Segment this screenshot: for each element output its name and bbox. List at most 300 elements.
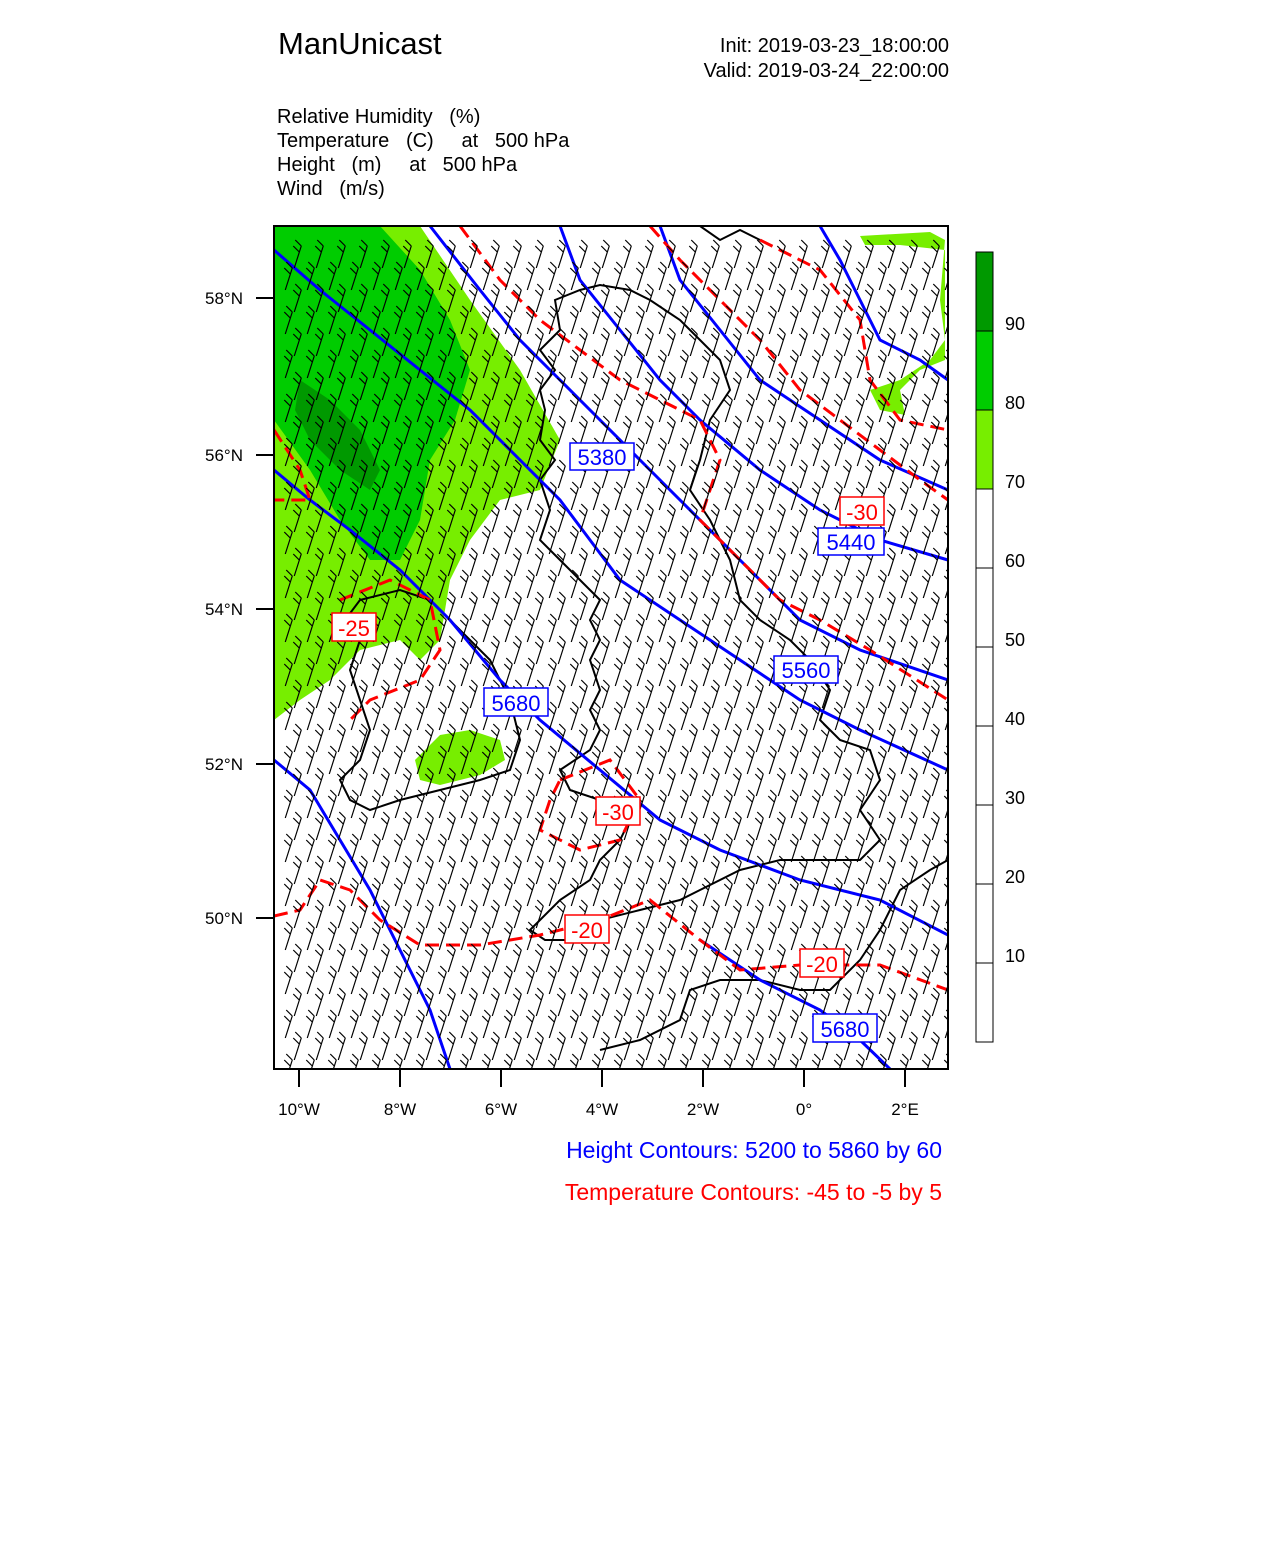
wind-barb bbox=[755, 900, 763, 928]
wind-barb bbox=[909, 636, 917, 664]
wind-barb bbox=[799, 284, 807, 312]
wind-barb bbox=[504, 878, 512, 906]
wind-barb bbox=[887, 680, 895, 708]
wind-barb bbox=[570, 658, 578, 686]
wind-barb bbox=[513, 812, 521, 840]
wind-barb bbox=[535, 504, 543, 532]
wind-barb bbox=[812, 350, 820, 378]
wind-barb bbox=[724, 702, 732, 730]
wind-barb bbox=[306, 922, 314, 950]
wind-barb bbox=[931, 504, 939, 532]
wind-barb bbox=[447, 812, 455, 840]
wind-barb bbox=[645, 328, 653, 356]
wind-barb bbox=[746, 878, 754, 906]
wind-barb bbox=[768, 262, 776, 290]
colorbar bbox=[976, 252, 1025, 1042]
wind-barb bbox=[460, 790, 468, 818]
wind-barb bbox=[856, 746, 864, 774]
wind-barb bbox=[790, 922, 798, 950]
wind-barb bbox=[658, 526, 666, 554]
height-label: 5560 bbox=[781, 658, 831, 683]
wind-barb bbox=[548, 834, 556, 862]
wind-barb bbox=[460, 570, 468, 598]
wind-barb bbox=[834, 790, 842, 818]
wind-barb bbox=[834, 834, 842, 862]
wind-barb bbox=[733, 284, 741, 312]
wind-barb bbox=[293, 900, 301, 928]
wind-barb bbox=[482, 878, 490, 906]
wind-barb bbox=[931, 812, 939, 840]
lon-label: 4°W bbox=[585, 1100, 619, 1119]
wind-barb bbox=[315, 724, 323, 752]
wind-barb bbox=[548, 658, 556, 686]
wind-barb bbox=[482, 614, 490, 642]
wind-barb bbox=[381, 944, 389, 972]
wind-barb bbox=[636, 658, 644, 686]
wind-barb bbox=[790, 834, 798, 862]
wind-barb bbox=[887, 812, 895, 840]
wind-barb bbox=[790, 790, 798, 818]
wind-barb bbox=[623, 504, 631, 532]
wind-barb bbox=[724, 878, 732, 906]
wind-barb bbox=[337, 724, 345, 752]
wind-barb bbox=[922, 1010, 930, 1038]
wind-barb bbox=[953, 900, 961, 928]
wind-barb bbox=[570, 614, 578, 642]
wind-barb bbox=[680, 702, 688, 730]
field-wind: Wind (m/s) bbox=[277, 178, 385, 200]
wind-barb bbox=[548, 878, 556, 906]
wind-barb bbox=[689, 768, 697, 796]
wind-barb bbox=[878, 350, 886, 378]
wind-barb bbox=[460, 834, 468, 862]
wind-barb bbox=[623, 592, 631, 620]
wind-barb bbox=[570, 482, 578, 510]
wind-barb bbox=[900, 482, 908, 510]
wind-barb bbox=[645, 900, 653, 928]
wind-barb bbox=[799, 1032, 807, 1060]
wind-barb bbox=[447, 1032, 455, 1060]
wind-barb bbox=[755, 636, 763, 664]
wind-barb bbox=[658, 702, 666, 730]
wind-barb bbox=[922, 790, 930, 818]
wind-barb bbox=[887, 856, 895, 884]
wind-barb bbox=[900, 262, 908, 290]
wind-barb bbox=[790, 306, 798, 334]
wind-barb bbox=[821, 284, 829, 312]
wind-barb bbox=[658, 922, 666, 950]
wind-barb bbox=[645, 724, 653, 752]
temperature-label: -25 bbox=[338, 616, 370, 641]
wind-barb bbox=[381, 856, 389, 884]
wind-barb bbox=[755, 328, 763, 356]
lon-label: 2°E bbox=[891, 1100, 919, 1119]
wind-barb bbox=[834, 702, 842, 730]
wind-barb bbox=[548, 966, 556, 994]
wind-barb bbox=[658, 658, 666, 686]
wind-barb bbox=[526, 1010, 534, 1038]
wind-barb bbox=[579, 812, 587, 840]
wind-barb bbox=[755, 460, 763, 488]
wind-barb bbox=[504, 834, 512, 862]
wind-barb bbox=[856, 658, 864, 686]
wind-barb bbox=[746, 482, 754, 510]
wind-barb bbox=[865, 900, 873, 928]
wind-barb bbox=[768, 746, 776, 774]
wind-barb bbox=[909, 724, 917, 752]
wind-barb bbox=[799, 372, 807, 400]
wind-barb bbox=[306, 702, 314, 730]
wind-barb bbox=[636, 482, 644, 510]
wind-barb bbox=[337, 1032, 345, 1060]
wind-barb bbox=[614, 702, 622, 730]
wind-barb bbox=[878, 966, 886, 994]
wind-barb bbox=[755, 416, 763, 444]
wind-barb bbox=[438, 878, 446, 906]
wind-barb bbox=[724, 834, 732, 862]
wind-barb bbox=[579, 416, 587, 444]
wind-barb bbox=[922, 526, 930, 554]
wind-barb bbox=[504, 1010, 512, 1038]
wind-barb bbox=[680, 834, 688, 862]
wind-barb bbox=[623, 548, 631, 576]
wind-barb bbox=[394, 658, 402, 686]
wind-barb bbox=[790, 1010, 798, 1038]
wind-barb bbox=[350, 966, 358, 994]
wind-barb bbox=[359, 944, 367, 972]
wind-barb bbox=[812, 438, 820, 466]
wind-barb bbox=[702, 658, 710, 686]
wind-barb bbox=[931, 768, 939, 796]
wind-barb bbox=[623, 944, 631, 972]
wind-barb bbox=[614, 834, 622, 862]
wind-barb bbox=[579, 680, 587, 708]
colorbar-label: 50 bbox=[1005, 630, 1026, 650]
wind-barb bbox=[526, 966, 534, 994]
wind-barb bbox=[702, 394, 710, 422]
wind-barb bbox=[658, 1010, 666, 1038]
wind-barb bbox=[658, 262, 666, 290]
wind-barb bbox=[821, 460, 829, 488]
wind-barb bbox=[843, 240, 851, 268]
wind-barb bbox=[733, 372, 741, 400]
temperature-label: -30 bbox=[846, 500, 878, 525]
wind-barb bbox=[812, 746, 820, 774]
wind-barb bbox=[680, 306, 688, 334]
wind-barb bbox=[658, 614, 666, 642]
wind-barb bbox=[636, 526, 644, 554]
wind-barb bbox=[724, 746, 732, 774]
wind-barb bbox=[856, 702, 864, 730]
wind-barb bbox=[636, 306, 644, 334]
wind-barb bbox=[469, 988, 477, 1016]
wind-barb bbox=[953, 372, 961, 400]
wind-barb bbox=[535, 284, 543, 312]
wind-barb bbox=[755, 988, 763, 1016]
wind-barb bbox=[865, 328, 873, 356]
wind-barb bbox=[887, 988, 895, 1016]
wind-barb bbox=[482, 526, 490, 554]
wind-barb bbox=[689, 680, 697, 708]
colorbar-segment bbox=[976, 647, 993, 726]
wind-barb bbox=[535, 548, 543, 576]
wind-barb bbox=[579, 724, 587, 752]
wind-barb bbox=[689, 856, 697, 884]
wind-barb bbox=[865, 944, 873, 972]
wind-barb bbox=[931, 636, 939, 664]
wind-barb bbox=[922, 614, 930, 642]
wind-barb bbox=[306, 834, 314, 862]
wind-barb bbox=[645, 636, 653, 664]
wind-barb bbox=[526, 262, 534, 290]
wind-barb bbox=[460, 702, 468, 730]
wind-barb bbox=[843, 812, 851, 840]
height-contours-note: Height Contours: 5200 to 5860 by 60 bbox=[566, 1137, 942, 1163]
wind-barb bbox=[328, 790, 336, 818]
wind-barb bbox=[931, 548, 939, 576]
wind-barb bbox=[548, 746, 556, 774]
wind-barb bbox=[557, 1032, 565, 1060]
wind-barb bbox=[755, 504, 763, 532]
wind-barb bbox=[579, 944, 587, 972]
wind-barb bbox=[680, 790, 688, 818]
wind-barb bbox=[491, 240, 499, 268]
wind-barb bbox=[711, 856, 719, 884]
wind-barb bbox=[416, 922, 424, 950]
wind-barb bbox=[689, 416, 697, 444]
wind-barb bbox=[843, 460, 851, 488]
lon-ticks bbox=[299, 1069, 905, 1087]
wind-barb bbox=[460, 878, 468, 906]
wind-barb bbox=[592, 878, 600, 906]
wind-barb bbox=[953, 680, 961, 708]
wind-barb bbox=[535, 768, 543, 796]
colorbar-segment bbox=[976, 884, 993, 963]
wind-barb bbox=[887, 416, 895, 444]
wind-barb bbox=[284, 834, 292, 862]
wind-barb bbox=[909, 680, 917, 708]
colorbar-label: 60 bbox=[1005, 551, 1026, 571]
colorbar-segment bbox=[976, 252, 993, 331]
wind-barb bbox=[834, 306, 842, 334]
wind-barb bbox=[909, 988, 917, 1016]
wind-barb bbox=[711, 724, 719, 752]
wind-barb bbox=[372, 834, 380, 862]
wind-barb bbox=[900, 350, 908, 378]
wind-barb bbox=[821, 900, 829, 928]
wind-barb bbox=[768, 878, 776, 906]
wind-barb bbox=[645, 812, 653, 840]
wind-barb bbox=[557, 988, 565, 1016]
wind-barb bbox=[535, 724, 543, 752]
wind-barb bbox=[601, 856, 609, 884]
wind-barb bbox=[922, 878, 930, 906]
wind-barb bbox=[931, 416, 939, 444]
wind-barb bbox=[900, 438, 908, 466]
wind-barb bbox=[447, 900, 455, 928]
wind-barb bbox=[953, 592, 961, 620]
wind-barb bbox=[513, 768, 521, 796]
wind-barb bbox=[403, 856, 411, 884]
wind-barb bbox=[865, 284, 873, 312]
colorbar-segment bbox=[976, 568, 993, 647]
wind-barb bbox=[667, 504, 675, 532]
wind-barb bbox=[614, 350, 622, 378]
wind-barb bbox=[711, 1032, 719, 1060]
wind-barb bbox=[909, 812, 917, 840]
wind-barb bbox=[953, 504, 961, 532]
wind-barb bbox=[733, 768, 741, 796]
wind-barb bbox=[702, 878, 710, 906]
wind-barb bbox=[645, 680, 653, 708]
wind-barb bbox=[381, 1032, 389, 1060]
wind-barb bbox=[315, 768, 323, 796]
wind-barb bbox=[711, 548, 719, 576]
wind-barb bbox=[834, 878, 842, 906]
wind-barb bbox=[900, 614, 908, 642]
wind-barb bbox=[667, 944, 675, 972]
wind-barb bbox=[482, 790, 490, 818]
wind-barb bbox=[953, 944, 961, 972]
wind-barb bbox=[702, 834, 710, 862]
wind-barb bbox=[469, 944, 477, 972]
wind-barb bbox=[834, 262, 842, 290]
wind-barb bbox=[755, 284, 763, 312]
wind-barb bbox=[425, 900, 433, 928]
wind-barb bbox=[623, 680, 631, 708]
wind-barb bbox=[821, 328, 829, 356]
wind-barb bbox=[557, 636, 565, 664]
wind-barb bbox=[491, 812, 499, 840]
wind-barb bbox=[636, 614, 644, 642]
wind-barb bbox=[702, 1010, 710, 1038]
wind-barb bbox=[777, 900, 785, 928]
wind-barb bbox=[887, 1032, 895, 1060]
wind-barb bbox=[416, 878, 424, 906]
lat-label: 56°N bbox=[205, 446, 243, 465]
wind-barb bbox=[614, 1010, 622, 1038]
wind-barb bbox=[909, 768, 917, 796]
wind-barb bbox=[293, 724, 301, 752]
wind-barb bbox=[658, 482, 666, 510]
wind-barb bbox=[403, 900, 411, 928]
wind-barb bbox=[953, 636, 961, 664]
wind-barb bbox=[570, 394, 578, 422]
lon-label: 8°W bbox=[383, 1100, 417, 1119]
wind-barb bbox=[887, 504, 895, 532]
wind-barb bbox=[733, 240, 741, 268]
wind-barb bbox=[469, 548, 477, 576]
wind-barb bbox=[614, 658, 622, 686]
wind-barb bbox=[711, 504, 719, 532]
colorbar-label: 90 bbox=[1005, 314, 1026, 334]
wind-barb bbox=[284, 966, 292, 994]
wind-barb bbox=[359, 812, 367, 840]
wind-barb bbox=[570, 702, 578, 730]
wind-barb bbox=[878, 570, 886, 598]
wind-barb bbox=[812, 790, 820, 818]
wind-barb bbox=[733, 724, 741, 752]
wind-barb bbox=[909, 416, 917, 444]
wind-barb bbox=[777, 284, 785, 312]
wind-barb bbox=[614, 482, 622, 510]
wind-barb bbox=[746, 526, 754, 554]
wind-barb bbox=[702, 526, 710, 554]
wind-barb bbox=[909, 284, 917, 312]
wind-barb bbox=[535, 1032, 543, 1060]
wind-barb bbox=[746, 614, 754, 642]
wind-barb bbox=[900, 306, 908, 334]
wind-barb bbox=[667, 548, 675, 576]
wind-barb bbox=[733, 680, 741, 708]
wind-barb bbox=[667, 460, 675, 488]
coast-norway bbox=[700, 226, 760, 240]
chart-title: ManUnicast bbox=[278, 26, 442, 61]
wind-barb bbox=[548, 922, 556, 950]
wind-barb bbox=[513, 988, 521, 1016]
field-humidity: Relative Humidity (%) bbox=[277, 106, 481, 128]
height-label: 5380 bbox=[577, 445, 627, 470]
wind-barb bbox=[416, 658, 424, 686]
wind-barb bbox=[843, 372, 851, 400]
wind-barb bbox=[680, 438, 688, 466]
wind-barb bbox=[878, 306, 886, 334]
wind-barb bbox=[557, 944, 565, 972]
wind-barb bbox=[425, 944, 433, 972]
wind-barb bbox=[438, 790, 446, 818]
wind-barb bbox=[909, 504, 917, 532]
wind-barb bbox=[557, 240, 565, 268]
wind-barb bbox=[821, 768, 829, 796]
wind-barb bbox=[513, 548, 521, 576]
wind-barb bbox=[711, 240, 719, 268]
wind-barb bbox=[601, 328, 609, 356]
wind-barb bbox=[865, 680, 873, 708]
wind-barb bbox=[601, 724, 609, 752]
wind-barb bbox=[504, 614, 512, 642]
wind-barb bbox=[790, 438, 798, 466]
wind-barb bbox=[953, 724, 961, 752]
wind-barb bbox=[491, 900, 499, 928]
wind-barb bbox=[856, 614, 864, 642]
wind-barb bbox=[680, 350, 688, 378]
wind-barb bbox=[755, 812, 763, 840]
valid-time: Valid: 2019-03-24_22:00:00 bbox=[703, 60, 949, 82]
wind-barb bbox=[900, 526, 908, 554]
wind-barb bbox=[328, 702, 336, 730]
wind-barb bbox=[601, 944, 609, 972]
wind-barb bbox=[768, 966, 776, 994]
wind-barb bbox=[768, 834, 776, 862]
wind-barb bbox=[667, 636, 675, 664]
colorbar-segment bbox=[976, 331, 993, 410]
wind-barb bbox=[878, 790, 886, 818]
wind-barb bbox=[768, 526, 776, 554]
wind-barb bbox=[724, 614, 732, 642]
wind-barb bbox=[702, 262, 710, 290]
field-temperature: Temperature (C) at 500 hPa bbox=[277, 130, 570, 152]
lat-ticks bbox=[256, 298, 274, 918]
wind-barb bbox=[315, 900, 323, 928]
wind-barb bbox=[293, 812, 301, 840]
wind-barb bbox=[315, 944, 323, 972]
wind-barb bbox=[372, 1010, 380, 1038]
wind-barb bbox=[403, 724, 411, 752]
wind-barb bbox=[623, 988, 631, 1016]
wind-barb bbox=[821, 812, 829, 840]
wind-barb bbox=[623, 416, 631, 444]
wind-barb bbox=[658, 394, 666, 422]
